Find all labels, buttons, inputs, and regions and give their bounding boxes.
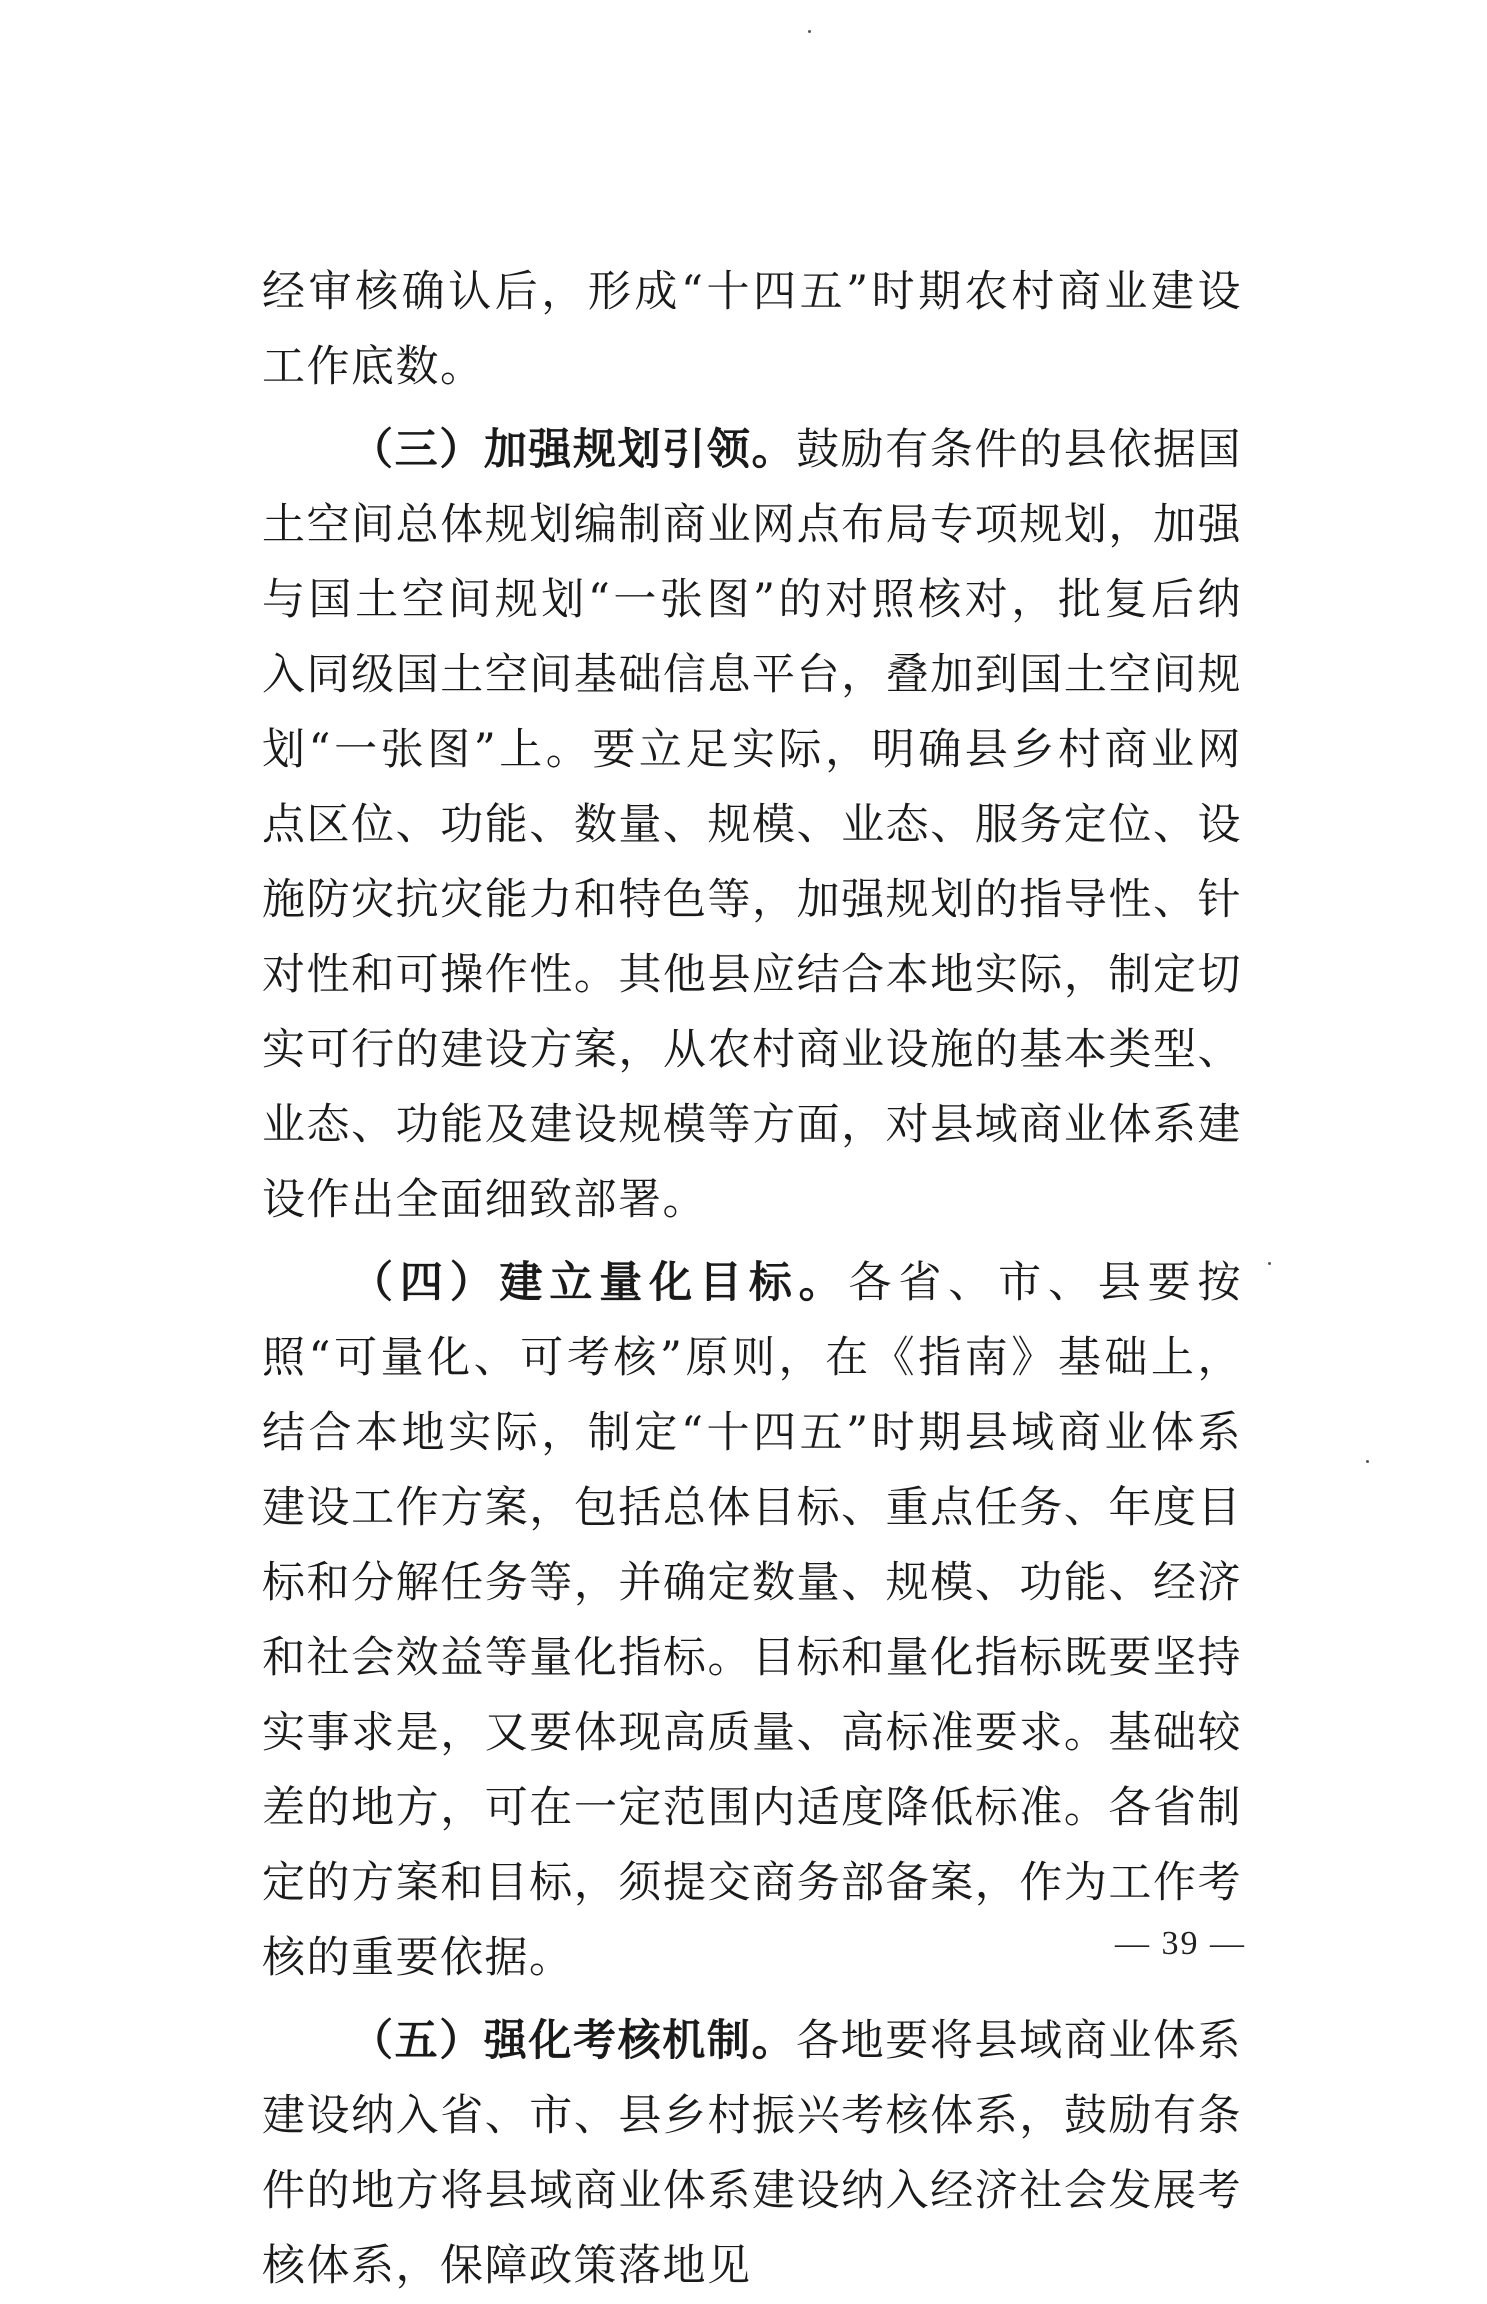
body-text: [262, 255, 1242, 2304]
paragraph-text: 鼓励有条件的县依据国土空间总体规划编制商业网点布局专项规划，加强与国土空间规划“一张图”的对照核对，批复后纳入同级国土空间基础信息平台，叠加到国土空间规划“一张图”上。要立足实际，明确县乡村商业网点区位、功能、数量、规模、业态、服务定位、设施防灾抗灾能力和特色等，加强规划的指导性、针对性和可操作性。其他县应结合本地实际，制定切实可行的建设方案，从农村商业设施的基本类型、业态、功能及建设规模等方面，对县域商业体系建设作出全面细致部署。: [262, 425, 1243, 1225]
section-heading: （四）建立量化目标。: [350, 1258, 849, 1308]
scan-speck: [808, 30, 811, 33]
paragraph-strengthen-planning: [262, 413, 1242, 1238]
page-number: — 39 —: [1115, 1925, 1246, 1962]
section-heading: （五）强化考核机制。: [350, 2016, 797, 2066]
section-heading: （三）加强规划引领。: [350, 425, 797, 475]
paragraph-text: 各省、市、县要按照“可量化、可考核”原则，在《指南》基础上，结合本地实际，制定“十四五”时期县域商业体系建设工作方案，包括总体目标、重点任务、年度目标和分解任务等，并确定数量、规模、功能、经济和社会效益等量化指标。目标和量化指标既要坚持实事求是，又要体现高质量、高标准要求。基础较差的地方，可在一定范围内适度降低标准。各省制定的方案和目标，须提交商务部备案，作为工作考核的重要依据。: [262, 1258, 1243, 1983]
paragraph-continuation: [262, 255, 1242, 405]
paragraph-text: 经审核确认后，形成“十四五”时期农村商业建设工作底数。: [262, 267, 1242, 392]
scan-speck: [1268, 1262, 1271, 1265]
paragraph-quantified-targets: [262, 1246, 1242, 1996]
paragraph-assessment-mechanism: [262, 2004, 1242, 2304]
scan-speck: [1366, 1460, 1369, 1463]
paragraph-text: 各地要将县域商业体系建设纳入省、市、县乡村振兴考核体系，鼓励有条件的地方将县域商业体系建设纳入经济社会发展考核体系，保障政策落地见: [262, 2016, 1243, 2291]
